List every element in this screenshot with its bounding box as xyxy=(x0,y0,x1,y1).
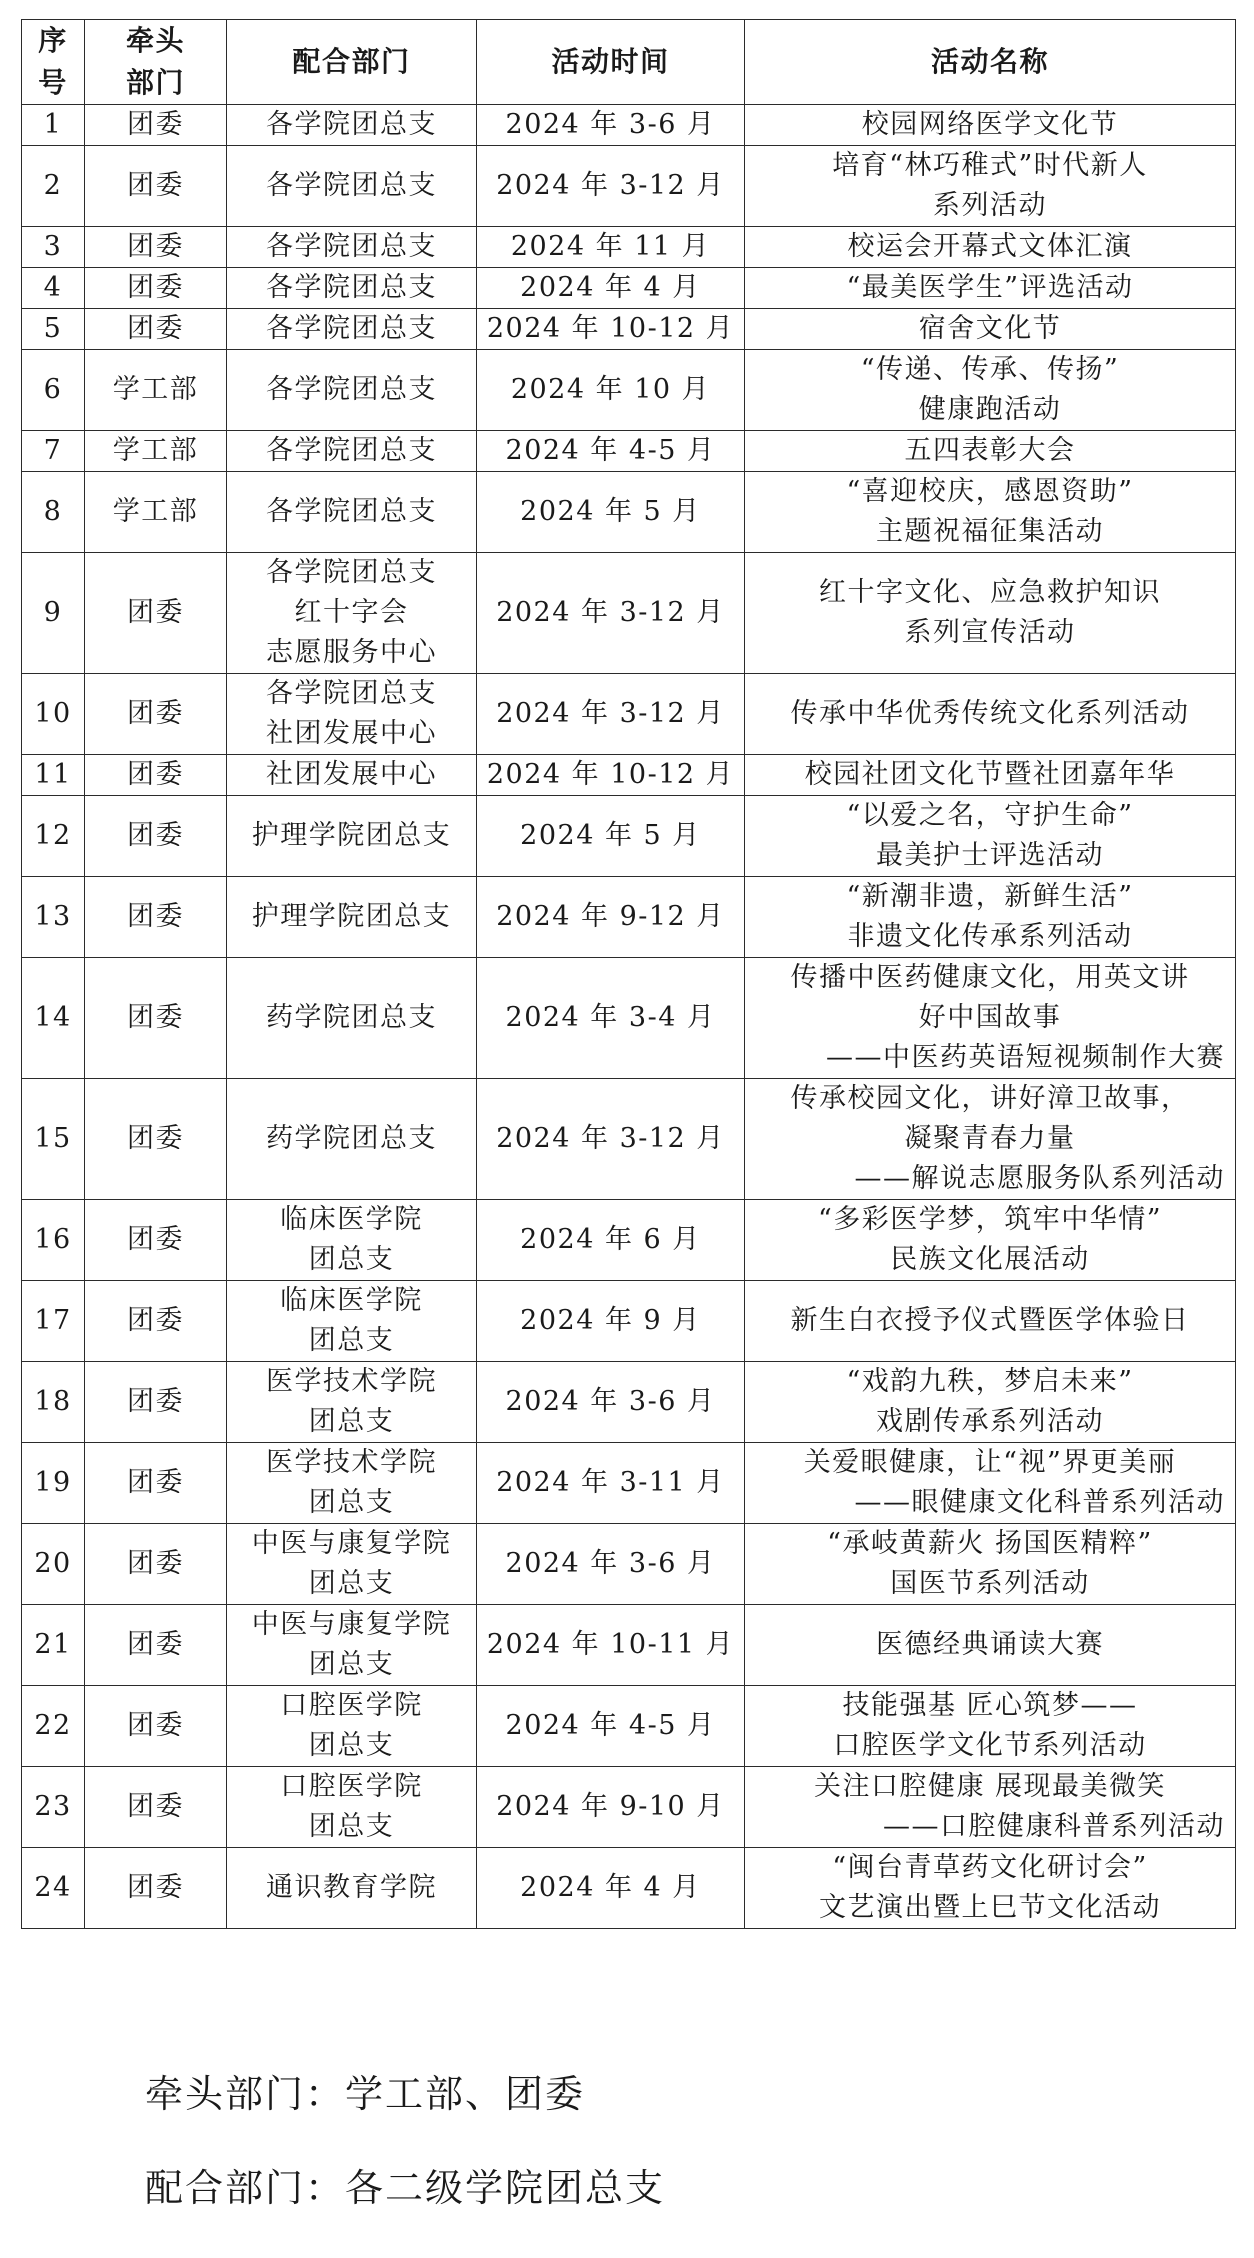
partner-department-cell xyxy=(227,268,477,309)
activity-time-cell xyxy=(477,1848,745,1929)
partner-department-line: 团总支 xyxy=(308,1568,395,1599)
activity-name-line: “传递、传承、传扬” xyxy=(860,354,1120,385)
activity-name-line: 校园网络医学文化节 xyxy=(861,109,1119,140)
header-activity-name xyxy=(745,20,1236,105)
lead-department-line: 团委 xyxy=(127,1548,184,1579)
header-label: 活动名称 xyxy=(930,45,1049,78)
activity-time-cell xyxy=(477,309,745,350)
activity-time-cell xyxy=(477,146,745,227)
lead-department-line: 团委 xyxy=(127,109,184,140)
lead-department-line: 学工部 xyxy=(112,496,199,527)
activity-name-line: 红十字文化、应急救护知识 xyxy=(819,577,1161,608)
serial-number-cell: 2 xyxy=(22,146,85,227)
activity-name-line: 凝聚青春力量 xyxy=(904,1123,1076,1154)
activity-time-cell xyxy=(477,755,745,796)
activity-time-cell xyxy=(477,1524,745,1605)
activity-time-line: 2024 年 3-12 月 xyxy=(496,1123,725,1154)
serial-number-cell: 19 xyxy=(22,1443,85,1524)
activity-time-cell xyxy=(477,431,745,472)
activity-name-line: 好中国故事 xyxy=(918,1002,1062,1033)
activity-name-line: 关注口腔健康 展现最美微笑 xyxy=(813,1771,1167,1802)
partner-department-line: 社团发展中心 xyxy=(266,759,437,790)
lead-department-cell xyxy=(85,553,227,674)
activity-name-line: ——中医药英语短视频制作大赛 xyxy=(826,1042,1225,1073)
partner-department-line: 志愿服务中心 xyxy=(266,637,437,668)
activity-name-line: 口腔医学文化节系列活动 xyxy=(833,1730,1147,1761)
partner-department-line: 各学院团总支 xyxy=(266,435,437,466)
table-row xyxy=(22,1848,1236,1929)
partner-department-line: 各学院团总支 xyxy=(266,170,437,201)
partner-department-line: 通识教育学院 xyxy=(266,1872,437,1903)
lead-department-line: 团委 xyxy=(127,1467,184,1498)
header-partner-department xyxy=(227,20,477,105)
activity-time-line: 2024 年 3-12 月 xyxy=(496,597,725,628)
header-serial-number xyxy=(22,20,85,105)
partner-department-line: 护理学院团总支 xyxy=(251,901,452,932)
activity-time-cell xyxy=(477,1079,745,1200)
partner-department-cell xyxy=(227,877,477,958)
lead-department-cell xyxy=(85,1848,227,1929)
partner-department-line: 药学院团总支 xyxy=(266,1002,437,1033)
partner-department-cell xyxy=(227,553,477,674)
activity-name-line: 主题祝福征集活动 xyxy=(876,516,1104,547)
activity-time-cell xyxy=(477,350,745,431)
lead-department-line: 团委 xyxy=(127,1710,184,1741)
partner-department-line: 中医与康复学院 xyxy=(251,1609,452,1640)
activity-time-line: 2024 年 3-11 月 xyxy=(496,1467,725,1498)
activity-time-cell xyxy=(477,227,745,268)
activity-time-line: 2024 年 5 月 xyxy=(520,820,701,851)
table-row xyxy=(22,1200,1236,1281)
serial-number-cell: 5 xyxy=(22,309,85,350)
table-row xyxy=(22,1443,1236,1524)
activity-name-line: 戏剧传承系列活动 xyxy=(876,1406,1104,1437)
serial-number-cell: 23 xyxy=(22,1767,85,1848)
partner-department-line: 各学院团总支 xyxy=(266,231,437,262)
partner-department-line: 中医与康复学院 xyxy=(251,1528,452,1559)
activity-name-cell xyxy=(745,146,1236,227)
lead-department-cell xyxy=(85,472,227,553)
activity-name-line: 系列宣传活动 xyxy=(904,617,1076,648)
activity-time-line: 2024 年 4 月 xyxy=(520,272,701,303)
lead-department-cell xyxy=(85,309,227,350)
lead-department-line: 团委 xyxy=(127,901,184,932)
partner-department-line: 团总支 xyxy=(308,1730,395,1761)
partner-department-cell xyxy=(227,146,477,227)
serial-number-cell: 22 xyxy=(22,1686,85,1767)
footer-lead-departments: 牵头部门：学工部、团委 xyxy=(145,2072,586,2116)
lead-department-line: 团委 xyxy=(127,1386,184,1417)
lead-department-line: 团委 xyxy=(127,1629,184,1660)
table-row xyxy=(22,146,1236,227)
lead-department-cell xyxy=(85,1362,227,1443)
lead-department-line: 团委 xyxy=(127,698,184,729)
activity-name-line: 五四表彰大会 xyxy=(904,435,1076,466)
partner-department-line: 团总支 xyxy=(308,1325,395,1356)
activity-time-line: 2024 年 9-12 月 xyxy=(496,901,725,932)
partner-department-line: 团总支 xyxy=(308,1649,395,1680)
activity-name-cell xyxy=(745,350,1236,431)
lead-department-cell xyxy=(85,105,227,146)
table-row xyxy=(22,105,1236,146)
activity-name-cell xyxy=(745,1848,1236,1929)
lead-department-cell xyxy=(85,268,227,309)
lead-department-cell xyxy=(85,146,227,227)
table-row xyxy=(22,268,1236,309)
activity-name-line: 最美护士评选活动 xyxy=(876,840,1104,871)
activity-name-line: “最美医学生”评选活动 xyxy=(846,272,1134,303)
activity-time-line: 2024 年 4-5 月 xyxy=(505,435,716,466)
partner-department-cell xyxy=(227,472,477,553)
header-label: 号 xyxy=(38,66,68,99)
lead-department-line: 团委 xyxy=(127,231,184,262)
activity-time-line: 2024 年 10 月 xyxy=(510,374,711,405)
lead-department-line: 团委 xyxy=(127,1002,184,1033)
activity-name-line: “以爱之名，守护生命” xyxy=(846,800,1134,831)
lead-department-line: 学工部 xyxy=(112,374,199,405)
lead-department-cell xyxy=(85,1686,227,1767)
activity-name-cell xyxy=(745,1443,1236,1524)
activity-time-line: 2024 年 10-12 月 xyxy=(486,759,735,790)
partner-department-line: 各学院团总支 xyxy=(266,109,437,140)
table-row xyxy=(22,1605,1236,1686)
header-lead-department xyxy=(85,20,227,105)
serial-number-cell: 21 xyxy=(22,1605,85,1686)
partner-department-cell xyxy=(227,1605,477,1686)
activity-time-cell xyxy=(477,674,745,755)
lead-department-cell xyxy=(85,1443,227,1524)
partner-department-line: 临床医学院 xyxy=(280,1204,423,1235)
serial-number-cell: 15 xyxy=(22,1079,85,1200)
activity-name-line: “承岐黄薪火 扬国医精粹” xyxy=(827,1528,1153,1559)
partner-department-line: 团总支 xyxy=(308,1406,395,1437)
partner-department-cell xyxy=(227,755,477,796)
table-row xyxy=(22,877,1236,958)
activity-name-line: 传播中医药健康文化，用英文讲 xyxy=(790,962,1190,993)
serial-number-cell: 6 xyxy=(22,350,85,431)
activity-name-cell xyxy=(745,431,1236,472)
lead-department-cell xyxy=(85,1200,227,1281)
partner-department-line: 护理学院团总支 xyxy=(251,820,452,851)
activity-time-line: 2024 年 3-6 月 xyxy=(505,1386,716,1417)
lead-department-line: 团委 xyxy=(127,1224,184,1255)
activity-name-line: “戏韵九秩，梦启未来” xyxy=(846,1366,1134,1397)
partner-department-line: 各学院团总支 xyxy=(266,496,437,527)
table-row xyxy=(22,553,1236,674)
lead-department-line: 团委 xyxy=(127,1872,184,1903)
activity-name-line: “多彩医学梦，筑牢中华情” xyxy=(817,1204,1163,1235)
activity-time-cell xyxy=(477,958,745,1079)
activity-name-cell xyxy=(745,1686,1236,1767)
serial-number-cell: 13 xyxy=(22,877,85,958)
serial-number-cell: 8 xyxy=(22,472,85,553)
serial-number-cell: 12 xyxy=(22,796,85,877)
partner-department-cell xyxy=(227,350,477,431)
table-row xyxy=(22,1362,1236,1443)
table-row xyxy=(22,1079,1236,1200)
activity-time-line: 2024 年 3-12 月 xyxy=(496,170,725,201)
partner-department-cell xyxy=(227,1281,477,1362)
partner-department-line: 红十字会 xyxy=(294,597,409,628)
activity-name-line: “新潮非遗，新鲜生活” xyxy=(846,881,1134,912)
partner-department-line: 各学院团总支 xyxy=(266,272,437,303)
partner-department-line: 团总支 xyxy=(308,1487,395,1518)
lead-department-cell xyxy=(85,1767,227,1848)
activity-table xyxy=(21,19,1236,1929)
partner-department-cell xyxy=(227,1443,477,1524)
partner-department-cell xyxy=(227,1079,477,1200)
activity-time-cell xyxy=(477,1443,745,1524)
partner-department-cell xyxy=(227,1848,477,1929)
partner-department-cell xyxy=(227,796,477,877)
activity-name-cell xyxy=(745,553,1236,674)
partner-department-line: 各学院团总支 xyxy=(266,557,437,588)
activity-name-line: 传承校园文化，讲好漳卫故事， xyxy=(790,1083,1190,1114)
lead-department-line: 团委 xyxy=(127,170,184,201)
activity-name-line: 医德经典诵读大赛 xyxy=(876,1629,1104,1660)
lead-department-cell xyxy=(85,958,227,1079)
table-row xyxy=(22,1686,1236,1767)
activity-name-line: 宿舍文化节 xyxy=(918,313,1062,344)
partner-department-line: 医学技术学院 xyxy=(266,1447,437,1478)
activity-time-line: 2024 年 11 月 xyxy=(510,231,711,262)
table-row xyxy=(22,350,1236,431)
partner-department-line: 医学技术学院 xyxy=(266,1366,437,1397)
partner-department-cell xyxy=(227,105,477,146)
activity-name-line: ——口腔健康科普系列活动 xyxy=(883,1811,1225,1842)
table-row xyxy=(22,227,1236,268)
serial-number-cell: 18 xyxy=(22,1362,85,1443)
partner-department-cell xyxy=(227,1362,477,1443)
activity-name-cell xyxy=(745,105,1236,146)
header-label: 牵头 xyxy=(125,24,185,57)
lead-department-cell xyxy=(85,1524,227,1605)
partner-department-line: 临床医学院 xyxy=(280,1285,423,1316)
activity-name-line: ——眼健康文化科普系列活动 xyxy=(854,1487,1225,1518)
serial-number-cell: 7 xyxy=(22,431,85,472)
footer-partner-departments: 配合部门：各二级学院团总支 xyxy=(145,2166,666,2210)
activity-name-line: 健康跑活动 xyxy=(918,394,1062,425)
activity-time-line: 2024 年 6 月 xyxy=(520,1224,701,1255)
activity-name-cell xyxy=(745,755,1236,796)
partner-department-line: 各学院团总支 xyxy=(266,374,437,405)
lead-department-line: 团委 xyxy=(127,272,184,303)
activity-name-cell xyxy=(745,1362,1236,1443)
activity-time-line: 2024 年 10-12 月 xyxy=(486,313,735,344)
activity-time-cell xyxy=(477,472,745,553)
table-row xyxy=(22,674,1236,755)
activity-time-line: 2024 年 3-12 月 xyxy=(496,698,725,729)
activity-name-line: 校园社团文化节暨社团嘉年华 xyxy=(804,759,1176,790)
activity-time-cell xyxy=(477,553,745,674)
activity-name-cell xyxy=(745,1079,1236,1200)
table-row xyxy=(22,1281,1236,1362)
lead-department-line: 团委 xyxy=(127,759,184,790)
activity-time-line: 2024 年 4 月 xyxy=(520,1872,701,1903)
header-label: 部门 xyxy=(125,66,185,99)
activity-time-line: 2024 年 9 月 xyxy=(520,1305,701,1336)
serial-number-cell: 4 xyxy=(22,268,85,309)
activity-name-cell xyxy=(745,1200,1236,1281)
activity-name-line: 技能强基 匠心筑梦—— xyxy=(842,1690,1138,1721)
table-row xyxy=(22,958,1236,1079)
partner-department-line: 口腔医学院 xyxy=(280,1690,423,1721)
activity-name-line: 传承中华优秀传统文化系列活动 xyxy=(790,698,1190,729)
activity-time-line: 2024 年 9-10 月 xyxy=(496,1791,725,1822)
serial-number-cell: 20 xyxy=(22,1524,85,1605)
activity-time-cell xyxy=(477,1767,745,1848)
activity-time-cell xyxy=(477,105,745,146)
partner-department-cell xyxy=(227,958,477,1079)
activity-time-cell xyxy=(477,796,745,877)
header-activity-time xyxy=(477,20,745,105)
serial-number-cell: 1 xyxy=(22,105,85,146)
activity-time-cell xyxy=(477,268,745,309)
table-row xyxy=(22,431,1236,472)
partner-department-cell xyxy=(227,309,477,350)
activity-name-cell xyxy=(745,958,1236,1079)
activity-time-line: 2024 年 5 月 xyxy=(520,496,701,527)
partner-department-line: 社团发展中心 xyxy=(266,718,437,749)
activity-time-line: 2024 年 3-4 月 xyxy=(505,1002,716,1033)
activity-time-line: 2024 年 3-6 月 xyxy=(505,109,716,140)
table-row xyxy=(22,796,1236,877)
lead-department-cell xyxy=(85,431,227,472)
activity-time-cell xyxy=(477,1686,745,1767)
lead-department-line: 学工部 xyxy=(112,435,199,466)
lead-department-line: 团委 xyxy=(127,313,184,344)
lead-department-cell xyxy=(85,227,227,268)
activity-time-cell xyxy=(477,1362,745,1443)
activity-time-cell xyxy=(477,1200,745,1281)
activity-time-cell xyxy=(477,1281,745,1362)
lead-department-cell xyxy=(85,1281,227,1362)
activity-name-line: 民族文化展活动 xyxy=(890,1244,1090,1275)
activity-time-line: 2024 年 4-5 月 xyxy=(505,1710,716,1741)
partner-department-cell xyxy=(227,1686,477,1767)
partner-department-line: 各学院团总支 xyxy=(266,678,437,709)
lead-department-cell xyxy=(85,1079,227,1200)
partner-department-line: 团总支 xyxy=(308,1811,395,1842)
activity-name-cell xyxy=(745,674,1236,755)
lead-department-line: 团委 xyxy=(127,820,184,851)
table-row xyxy=(22,1767,1236,1848)
lead-department-cell xyxy=(85,674,227,755)
activity-name-cell xyxy=(745,268,1236,309)
partner-department-cell xyxy=(227,1524,477,1605)
header-label: 序 xyxy=(38,24,68,57)
header-label: 配合部门 xyxy=(292,45,411,78)
activity-name-cell xyxy=(745,1767,1236,1848)
lead-department-line: 团委 xyxy=(127,597,184,628)
activity-name-line: 国医节系列活动 xyxy=(890,1568,1090,1599)
activity-time-line: 2024 年 3-6 月 xyxy=(505,1548,716,1579)
table-row xyxy=(22,1524,1236,1605)
table-body xyxy=(22,105,1236,1929)
lead-department-cell xyxy=(85,1605,227,1686)
activity-name-cell xyxy=(745,472,1236,553)
activity-name-cell xyxy=(745,1281,1236,1362)
activity-name-line: 校运会开幕式文体汇演 xyxy=(847,231,1133,262)
partner-department-line: 口腔医学院 xyxy=(280,1771,423,1802)
partner-department-cell xyxy=(227,431,477,472)
activity-name-cell xyxy=(745,1524,1236,1605)
serial-number-cell: 17 xyxy=(22,1281,85,1362)
activity-name-cell xyxy=(745,309,1236,350)
partner-department-cell xyxy=(227,1200,477,1281)
partner-department-cell xyxy=(227,1767,477,1848)
activity-name-cell xyxy=(745,1605,1236,1686)
activity-name-line: ——解说志愿服务队系列活动 xyxy=(854,1163,1225,1194)
lead-department-line: 团委 xyxy=(127,1305,184,1336)
serial-number-cell: 16 xyxy=(22,1200,85,1281)
activity-name-line: 关爱眼健康，让“视”界更美丽 xyxy=(803,1447,1177,1478)
table-header-row xyxy=(22,20,1236,105)
activity-name-line: 文艺演出暨上巳节文化活动 xyxy=(819,1892,1161,1923)
serial-number-cell: 3 xyxy=(22,227,85,268)
table-row xyxy=(22,309,1236,350)
activity-time-cell xyxy=(477,877,745,958)
activity-time-line: 2024 年 10-11 月 xyxy=(486,1629,735,1660)
serial-number-cell: 9 xyxy=(22,553,85,674)
activity-name-line: 系列活动 xyxy=(933,190,1047,221)
partner-department-cell xyxy=(227,227,477,268)
activity-name-line: 培育“林巧稚式”时代新人 xyxy=(832,150,1148,181)
header-label: 活动时间 xyxy=(551,45,670,78)
lead-department-cell xyxy=(85,796,227,877)
partner-department-line: 各学院团总支 xyxy=(266,313,437,344)
activity-name-cell xyxy=(745,877,1236,958)
partner-department-line: 团总支 xyxy=(308,1244,395,1275)
partner-department-cell xyxy=(227,674,477,755)
serial-number-cell: 11 xyxy=(22,755,85,796)
serial-number-cell: 14 xyxy=(22,958,85,1079)
lead-department-cell xyxy=(85,350,227,431)
activity-name-cell xyxy=(745,227,1236,268)
activity-name-line: 新生白衣授予仪式暨医学体验日 xyxy=(790,1305,1190,1336)
activity-name-line: 非遗文化传承系列活动 xyxy=(847,921,1133,952)
activity-name-line: “喜迎校庆，感恩资助” xyxy=(846,476,1134,507)
serial-number-cell: 10 xyxy=(22,674,85,755)
lead-department-line: 团委 xyxy=(127,1791,184,1822)
table-row xyxy=(22,472,1236,553)
serial-number-cell: 24 xyxy=(22,1848,85,1929)
lead-department-line: 团委 xyxy=(127,1123,184,1154)
activity-name-line: “闽台青草药文化研讨会” xyxy=(832,1852,1148,1883)
activity-time-cell xyxy=(477,1605,745,1686)
activity-name-cell xyxy=(745,796,1236,877)
lead-department-cell xyxy=(85,877,227,958)
partner-department-line: 药学院团总支 xyxy=(266,1123,437,1154)
table-row xyxy=(22,755,1236,796)
footer-notes xyxy=(145,2070,665,2258)
lead-department-cell xyxy=(85,755,227,796)
